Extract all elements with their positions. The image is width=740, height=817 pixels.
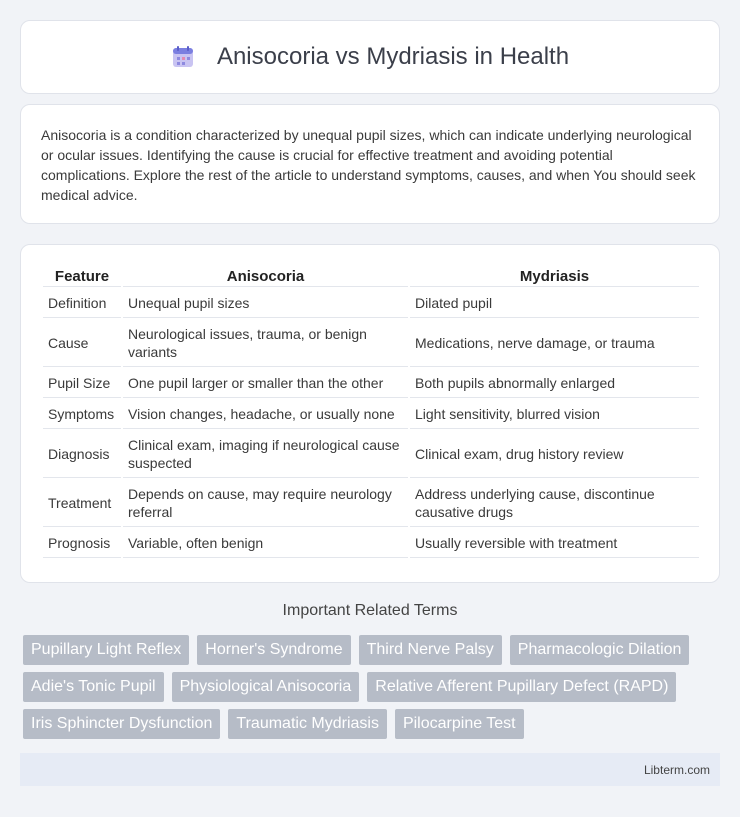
calendar-icon bbox=[171, 45, 195, 69]
row-anisocoria: Vision changes, headache, or usually none bbox=[123, 400, 408, 429]
related-terms-list bbox=[23, 635, 723, 739]
row-anisocoria: Unequal pupil sizes bbox=[123, 289, 408, 318]
related-term-tag[interactable]: Horner's Syndrome bbox=[197, 635, 350, 665]
row-mydriasis: Dilated pupil bbox=[410, 289, 699, 318]
related-term-tag[interactable]: Traumatic Mydriasis bbox=[228, 709, 387, 739]
footer-site-link[interactable]: Libterm.com bbox=[643, 762, 710, 777]
row-feature: Definition bbox=[43, 289, 121, 318]
table-row bbox=[43, 320, 699, 367]
related-term-tag[interactable]: Third Nerve Palsy bbox=[359, 635, 502, 665]
table-row bbox=[43, 431, 699, 478]
related-term-tag[interactable]: Iris Sphincter Dysfunction bbox=[23, 709, 220, 739]
row-feature: Treatment bbox=[43, 480, 121, 527]
page-title: Anisocoria vs Mydriasis in Health bbox=[216, 43, 570, 70]
table-row bbox=[43, 289, 699, 318]
header-anisocoria: Anisocoria bbox=[123, 267, 408, 287]
row-feature: Prognosis bbox=[43, 529, 121, 558]
table-row bbox=[43, 400, 699, 429]
row-anisocoria: Neurological issues, trauma, or benign variants bbox=[123, 320, 408, 367]
table-header-row bbox=[43, 267, 699, 287]
header bbox=[171, 43, 569, 71]
header-mydriasis: Mydriasis bbox=[410, 267, 699, 287]
related-term-tag[interactable]: Pharmacologic Dilation bbox=[510, 635, 690, 665]
table-row bbox=[43, 529, 699, 558]
row-mydriasis: Address underlying cause, discontinue causative drugs bbox=[410, 480, 699, 527]
related-term-tag[interactable]: Relative Afferent Pupillary Defect (RAPD) bbox=[367, 672, 676, 702]
row-mydriasis: Medications, nerve damage, or trauma bbox=[410, 320, 699, 367]
related-term-tag[interactable]: Physiological Anisocoria bbox=[172, 672, 360, 702]
intro-text: Anisocoria is a condition characterized by unequal pupil sizes, which can indicate underlying neurological or ocular issues. Identifying the cause is crucial for effective treatment and avoiding potential complications. Explore the rest of the article to understand symptoms, causes, and when You should seek medical advice. bbox=[41, 127, 696, 203]
comparison-table bbox=[41, 265, 701, 560]
row-mydriasis: Usually reversible with treatment bbox=[410, 529, 699, 558]
row-feature: Diagnosis bbox=[43, 431, 121, 478]
intro-card bbox=[20, 104, 720, 224]
related-term-tag[interactable]: Adie's Tonic Pupil bbox=[23, 672, 164, 702]
row-anisocoria: Variable, often benign bbox=[123, 529, 408, 558]
table-row bbox=[43, 369, 699, 398]
row-feature: Symptoms bbox=[43, 400, 121, 429]
related-term-tag[interactable]: Pilocarpine Test bbox=[395, 709, 524, 739]
header-card bbox=[20, 20, 720, 94]
row-feature: Pupil Size bbox=[43, 369, 121, 398]
header-feature: Feature bbox=[43, 267, 121, 287]
related-terms-title: Important Related Terms bbox=[282, 602, 458, 619]
footer bbox=[20, 753, 720, 786]
row-anisocoria: Clinical exam, imaging if neurological cause suspected bbox=[123, 431, 408, 478]
row-feature: Cause bbox=[43, 320, 121, 367]
row-mydriasis: Clinical exam, drug history review bbox=[410, 431, 699, 478]
row-anisocoria: Depends on cause, may require neurology referral bbox=[123, 480, 408, 527]
related-term-tag[interactable]: Pupillary Light Reflex bbox=[23, 635, 189, 665]
row-mydriasis: Both pupils abnormally enlarged bbox=[410, 369, 699, 398]
table-row bbox=[43, 480, 699, 527]
row-mydriasis: Light sensitivity, blurred vision bbox=[410, 400, 699, 429]
row-anisocoria: One pupil larger or smaller than the other bbox=[123, 369, 408, 398]
comparison-card bbox=[20, 244, 720, 583]
